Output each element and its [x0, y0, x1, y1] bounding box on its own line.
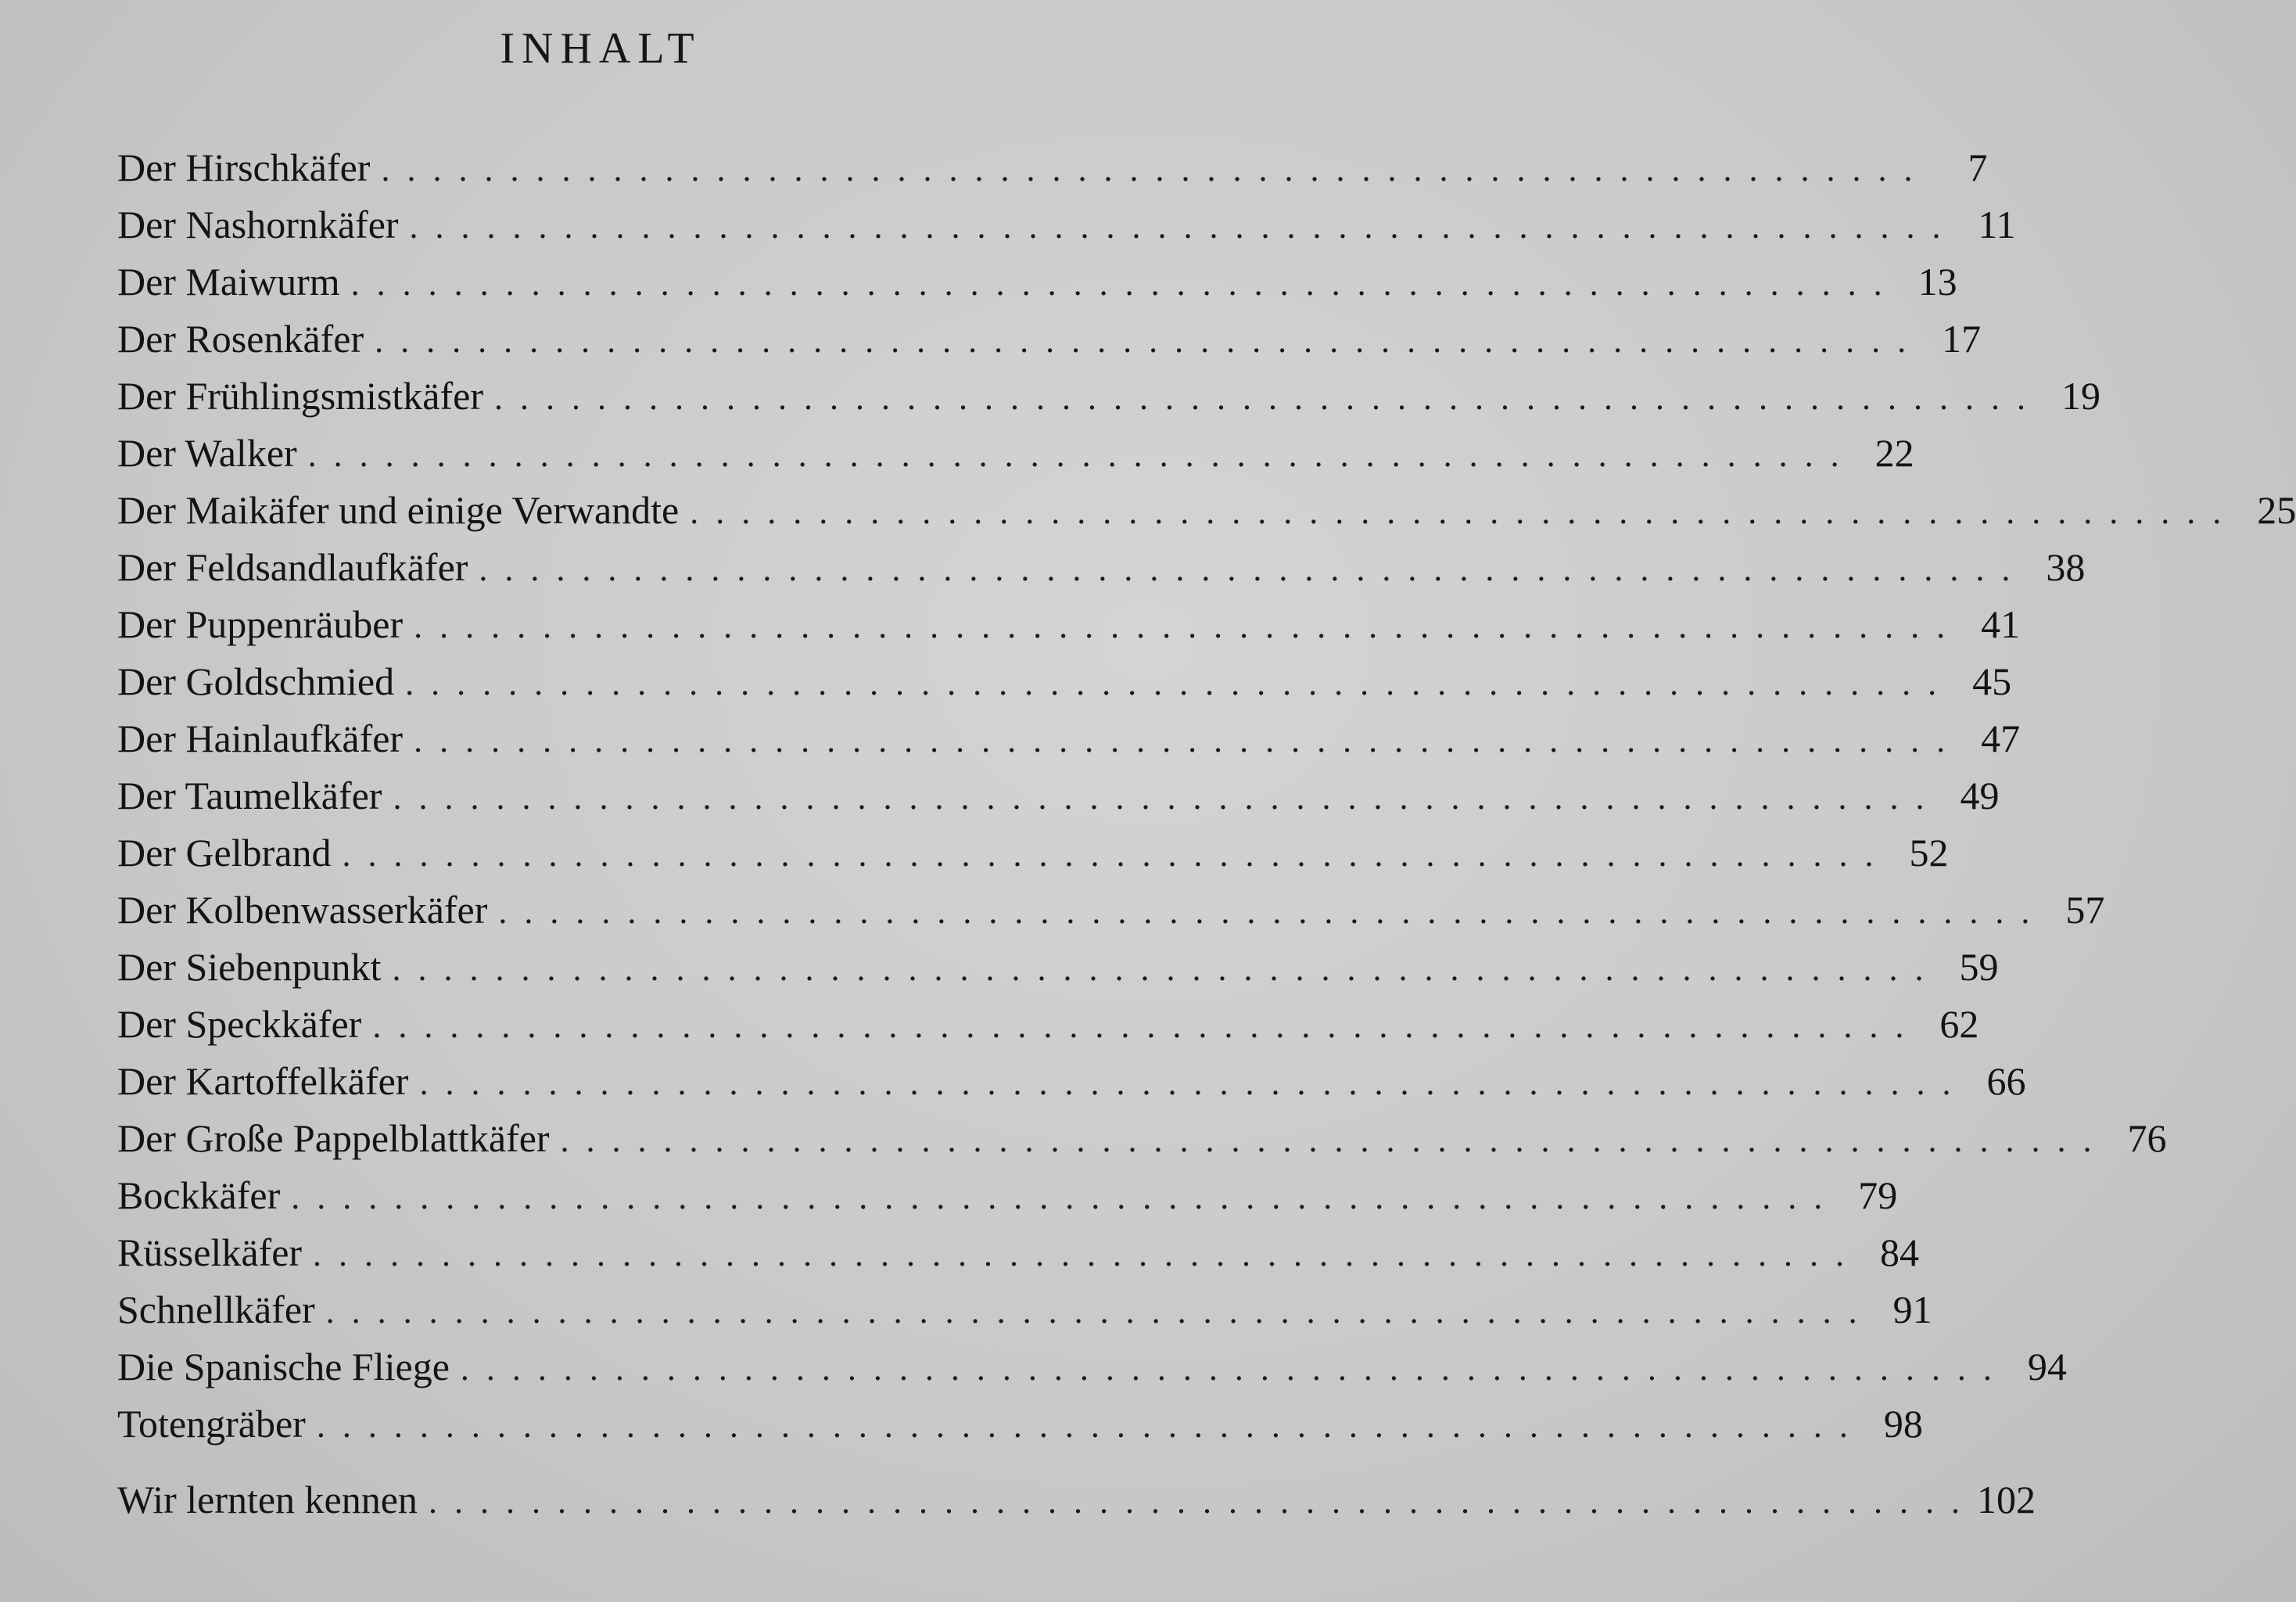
toc-entry-title: Der Walker: [117, 431, 297, 475]
toc-entry-page: 38: [2046, 545, 2086, 589]
toc-entry-page: 45: [1972, 659, 2012, 703]
toc-entry-page: 84: [1880, 1230, 1920, 1274]
toc-entry: [117, 425, 1914, 482]
toc-entry-title: Der Maiwurm: [117, 260, 340, 304]
toc-entry-title: Schnellkäfer: [117, 1288, 315, 1331]
toc-entry: [117, 882, 2105, 939]
toc-entry: [117, 1053, 2026, 1110]
dot-leader: ............................................................: [375, 321, 1924, 360]
toc-entry: [117, 196, 2016, 253]
toc-entry-page: 102: [1976, 1478, 2036, 1521]
dot-leader: ............................................................: [393, 778, 1942, 817]
dot-leader: ............................................................: [313, 1235, 1862, 1273]
toc-entry: [117, 710, 2021, 767]
toc-entry-page: 66: [1986, 1059, 2026, 1103]
toc-entry-page: 22: [1874, 431, 1914, 475]
page-title: INHALT: [500, 24, 701, 73]
toc-entry-title: Der Goldschmied: [117, 659, 395, 703]
dot-leader: ............................................................: [493, 379, 2043, 417]
toc-entry: [117, 1167, 1898, 1224]
toc-entry-page: 76: [2127, 1116, 2167, 1160]
toc-entry: [117, 1471, 2036, 1528]
toc-entry: [117, 1338, 2067, 1395]
dot-leader: ............................................................: [419, 1064, 1968, 1102]
toc-entry: [117, 596, 2021, 653]
toc-entry: [117, 253, 1957, 311]
toc-entry: [117, 368, 2100, 425]
toc-entry-page: 57: [2065, 888, 2105, 932]
dot-leader: ............................................................: [316, 1406, 1865, 1445]
toc-entry-page: 62: [1939, 1002, 1979, 1046]
toc-entry-title: Totengräber: [117, 1402, 306, 1446]
dot-leader: ............................................................: [428, 1482, 1977, 1521]
toc-entry-page: 25: [2257, 488, 2296, 532]
dot-leader: ............................................................: [381, 150, 1930, 189]
toc-entry-page: 98: [1883, 1402, 1923, 1446]
dot-leader: ............................................................: [350, 264, 1900, 303]
toc-entry: [117, 996, 1979, 1053]
toc-entry-title: Der Taumelkäfer: [117, 774, 382, 817]
toc-entry: [117, 1224, 1920, 1281]
table-of-contents: [117, 139, 2296, 1528]
dot-leader: ............................................................: [291, 1178, 1840, 1216]
toc-entry: [117, 767, 2000, 824]
toc-entry-page: 94: [2027, 1345, 2067, 1388]
toc-entry-title: Der Große Pappelblattkäfer: [117, 1116, 550, 1160]
toc-entry-title: Der Puppenräuber: [117, 602, 404, 646]
toc-entry-title: Der Maikäfer und einige Verwandte: [117, 488, 680, 532]
toc-entry-page: 17: [1942, 317, 1982, 361]
toc-entry-title: Der Speckkäfer: [117, 1002, 362, 1046]
toc-entry: [117, 939, 1999, 996]
toc-entry: [117, 311, 1982, 368]
dot-leader: ............................................................: [498, 893, 2047, 931]
toc-entry-title: Der Gelbrand: [117, 831, 332, 875]
toc-entry-title: Wir lernten kennen: [117, 1478, 418, 1521]
toc-entry-page: 11: [1978, 203, 2016, 246]
toc-entry-page: 91: [1892, 1288, 1932, 1331]
toc-entry: [117, 653, 2012, 710]
dot-leader: ............................................................: [405, 664, 1954, 702]
toc-entry-page: 49: [1960, 774, 2000, 817]
toc-entry-page: 41: [1981, 602, 2021, 646]
dot-leader: ............................................................: [342, 835, 1891, 874]
dot-leader: ............................................................: [460, 1349, 2009, 1388]
dot-leader: ............................................................: [409, 207, 1958, 246]
dot-leader: ............................................................: [414, 721, 1963, 760]
toc-entry-page: 7: [1968, 145, 1988, 189]
dot-leader: ............................................................: [325, 1292, 1874, 1331]
dot-leader: ............................................................: [414, 607, 1963, 645]
toc-entry-title: Der Siebenpunkt: [117, 945, 382, 989]
toc-entry-page: 52: [1909, 831, 1949, 875]
toc-entry-title: Die Spanische Fliege: [117, 1345, 450, 1388]
toc-entry-title: Der Kolbenwasserkäfer: [117, 888, 488, 932]
toc-entry-title: Der Feldsandlaufkäfer: [117, 545, 468, 589]
toc-entry-page: 47: [1981, 717, 2021, 760]
toc-entry-title: Der Rosenkäfer: [117, 317, 364, 361]
toc-entry: [117, 139, 1988, 196]
dot-leader: ............................................................: [560, 1121, 2109, 1159]
toc-entry-title: Der Frühlingsmistkäfer: [117, 374, 483, 418]
toc-entry-title: Bockkäfer: [117, 1173, 281, 1217]
toc-entry-page: 79: [1858, 1173, 1898, 1217]
dot-leader: ............................................................: [372, 1007, 1921, 1045]
toc-entry: [117, 482, 2296, 539]
toc-entry: [117, 824, 1949, 882]
toc-entry-title: Der Hainlaufkäfer: [117, 717, 404, 760]
dot-leader: ............................................................: [392, 950, 1941, 988]
toc-entry: [117, 1110, 2167, 1167]
toc-entry-title: Der Kartoffelkäfer: [117, 1059, 409, 1103]
toc-entry-title: Rüsselkäfer: [117, 1230, 303, 1274]
toc-entry-page: 19: [2061, 374, 2100, 418]
dot-leader: ............................................................: [307, 436, 1857, 474]
toc-entry-page: 13: [1918, 260, 1957, 304]
dot-leader: ............................................................: [690, 493, 2239, 531]
toc-entry: [117, 539, 2086, 596]
dot-leader: ............................................................: [479, 550, 2028, 588]
toc-entry-page: 59: [1959, 945, 1999, 989]
toc-entry-title: Der Hirschkäfer: [117, 145, 371, 189]
toc-entry: [117, 1281, 1932, 1338]
toc-entry-title: Der Nashornkäfer: [117, 203, 399, 246]
toc-entry: [117, 1395, 1923, 1453]
